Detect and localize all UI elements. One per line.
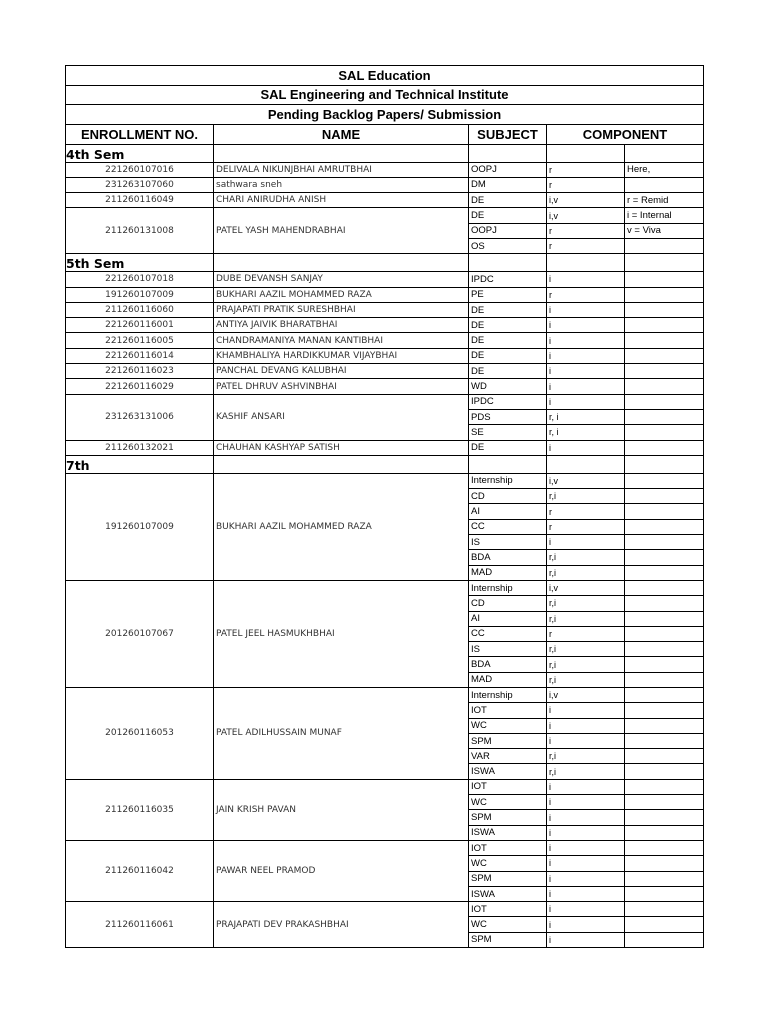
subject-cell: CD xyxy=(469,596,547,611)
component-cell: r xyxy=(547,287,625,302)
component-cell: i xyxy=(547,733,625,748)
note-cell xyxy=(625,550,704,565)
subject-cell: SPM xyxy=(469,932,547,947)
table-row xyxy=(66,208,704,223)
note-cell xyxy=(625,489,704,504)
student-name-cell: CHARI ANIRUDHA ANISH xyxy=(214,193,469,208)
sheet-title: Pending Backlog Papers/ Submission xyxy=(66,105,704,125)
note-cell: r = Remid xyxy=(625,193,704,208)
enrollment-cell: 221260116014 xyxy=(66,348,214,363)
empty-cell xyxy=(214,455,469,473)
note-cell xyxy=(625,886,704,901)
component-cell: r,i xyxy=(547,489,625,504)
table-row xyxy=(66,473,704,488)
subject-cell: AI xyxy=(469,504,547,519)
student-name-cell: KHAMBHALIYA HARDIKKUMAR VIJAYBHAI xyxy=(214,348,469,363)
enrollment-cell: 221260116029 xyxy=(66,379,214,394)
table-row xyxy=(66,379,704,394)
note-cell xyxy=(625,302,704,317)
subject-cell: IOT xyxy=(469,779,547,794)
subject-cell: AI xyxy=(469,611,547,626)
note-cell xyxy=(625,672,704,687)
component-cell: r,i xyxy=(547,764,625,779)
student-name-cell: PRAJAPATI PRATIK SURESHBHAI xyxy=(214,302,469,317)
note-cell xyxy=(625,364,704,379)
component-cell: i xyxy=(547,535,625,550)
component-cell: i xyxy=(547,825,625,840)
note-cell xyxy=(625,440,704,455)
note-cell xyxy=(625,856,704,871)
student-name-cell: DUBE DEVANSH SANJAY xyxy=(214,272,469,287)
subject-cell: IS xyxy=(469,642,547,657)
component-cell: i xyxy=(547,272,625,287)
subject-cell: DE xyxy=(469,193,547,208)
component-cell: r, i xyxy=(547,425,625,440)
note-cell xyxy=(625,379,704,394)
enrollment-cell: 191260107009 xyxy=(66,473,214,580)
enrollment-cell: 211260116049 xyxy=(66,193,214,208)
section-row xyxy=(66,254,704,272)
empty-cell xyxy=(469,254,547,272)
component-cell: i xyxy=(547,394,625,409)
org-title: SAL Education xyxy=(66,66,704,86)
component-cell: i xyxy=(547,886,625,901)
subject-cell: MAD xyxy=(469,672,547,687)
enrollment-cell: 211260131008 xyxy=(66,208,214,254)
component-cell: i xyxy=(547,810,625,825)
empty-cell xyxy=(547,455,625,473)
note-cell xyxy=(625,840,704,855)
enrollment-cell: 221260116023 xyxy=(66,364,214,379)
subject-cell: WC xyxy=(469,718,547,733)
component-cell: i xyxy=(547,779,625,794)
institute-title: SAL Engineering and Technical Institute xyxy=(66,85,704,105)
component-cell: i xyxy=(547,795,625,810)
component-cell: i xyxy=(547,856,625,871)
component-cell: i xyxy=(547,348,625,363)
subject-cell: Internship xyxy=(469,473,547,488)
subject-cell: PE xyxy=(469,287,547,302)
note-cell xyxy=(625,580,704,595)
table-row xyxy=(66,394,704,409)
note-cell xyxy=(625,657,704,672)
student-name-cell: PATEL ADILHUSSAIN MUNAF xyxy=(214,688,469,780)
student-name-cell: JAIN KRISH PAVAN xyxy=(214,779,469,840)
note-cell xyxy=(625,272,704,287)
component-cell: r,i xyxy=(547,672,625,687)
empty-cell xyxy=(547,144,625,162)
subject-cell: SPM xyxy=(469,871,547,886)
subject-cell: DE xyxy=(469,318,547,333)
subject-cell: SPM xyxy=(469,810,547,825)
note-cell xyxy=(625,703,704,718)
component-cell: i xyxy=(547,379,625,394)
table-row xyxy=(66,348,704,363)
table-row xyxy=(66,302,704,317)
student-name-cell: PANCHAL DEVANG KALUBHAI xyxy=(214,364,469,379)
note-cell xyxy=(625,596,704,611)
component-cell: r xyxy=(547,162,625,177)
subject-cell: PDS xyxy=(469,409,547,424)
component-cell: r,i xyxy=(547,749,625,764)
note-cell xyxy=(625,764,704,779)
note-cell xyxy=(625,348,704,363)
note-cell xyxy=(625,810,704,825)
table-row xyxy=(66,272,704,287)
enrollment-cell: 211260116061 xyxy=(66,902,214,948)
component-cell: i,v xyxy=(547,580,625,595)
component-cell: i xyxy=(547,871,625,886)
note-cell xyxy=(625,749,704,764)
enrollment-cell: 221260116001 xyxy=(66,318,214,333)
table-row xyxy=(66,364,704,379)
subject-cell: DE xyxy=(469,208,547,223)
note-cell xyxy=(625,287,704,302)
subject-cell: DE xyxy=(469,302,547,317)
subject-cell: CD xyxy=(469,489,547,504)
table-row xyxy=(66,779,704,794)
subject-cell: Internship xyxy=(469,580,547,595)
enrollment-cell: 211260116042 xyxy=(66,840,214,901)
component-cell: r,i xyxy=(547,611,625,626)
student-name-cell: KASHIF ANSARI xyxy=(214,394,469,440)
subject-cell: SE xyxy=(469,425,547,440)
component-cell: r,i xyxy=(547,565,625,580)
subject-cell: ISWA xyxy=(469,825,547,840)
student-name-cell: DELIVALA NIKUNJBHAI AMRUTBHAI xyxy=(214,162,469,177)
note-cell xyxy=(625,642,704,657)
component-cell: r xyxy=(547,223,625,238)
note-cell xyxy=(625,779,704,794)
note-cell xyxy=(625,871,704,886)
subject-cell: ISWA xyxy=(469,886,547,901)
component-cell: r xyxy=(547,177,625,192)
subject-header: SUBJECT xyxy=(469,124,547,144)
note-cell xyxy=(625,825,704,840)
component-cell: i xyxy=(547,302,625,317)
student-name-cell: PATEL YASH MAHENDRABHAI xyxy=(214,208,469,254)
empty-cell xyxy=(625,254,704,272)
component-cell: r xyxy=(547,238,625,253)
table-row xyxy=(66,162,704,177)
table-row xyxy=(66,902,704,917)
empty-cell xyxy=(547,254,625,272)
student-name-cell: PRAJAPATI DEV PRAKASHBHAI xyxy=(214,902,469,948)
subject-cell: DE xyxy=(469,348,547,363)
subject-cell: ISWA xyxy=(469,764,547,779)
note-cell xyxy=(625,902,704,917)
enrollment-cell: 221260116005 xyxy=(66,333,214,348)
subject-cell: CC xyxy=(469,626,547,641)
table-row xyxy=(66,333,704,348)
component-cell: r,i xyxy=(547,550,625,565)
note-cell xyxy=(625,535,704,550)
note-cell xyxy=(625,473,704,488)
section-row xyxy=(66,455,704,473)
note-cell xyxy=(625,795,704,810)
note-cell: v = Viva xyxy=(625,223,704,238)
subject-cell: DE xyxy=(469,333,547,348)
table-row xyxy=(66,840,704,855)
note-cell xyxy=(625,425,704,440)
note-cell: i = Internal xyxy=(625,208,704,223)
component-cell: i,v xyxy=(547,688,625,703)
note-cell xyxy=(625,177,704,192)
subject-cell: DE xyxy=(469,364,547,379)
enrollment-cell: 201260116053 xyxy=(66,688,214,780)
note-cell xyxy=(625,504,704,519)
subject-cell: OS xyxy=(469,238,547,253)
enrollment-cell: 231263131006 xyxy=(66,394,214,440)
note-cell xyxy=(625,733,704,748)
student-name-cell: CHANDRAMANIYA MANAN KANTIBHAI xyxy=(214,333,469,348)
subject-cell: VAR xyxy=(469,749,547,764)
section-label: 5th Sem xyxy=(66,254,214,272)
student-name-cell: PAWAR NEEL PRAMOD xyxy=(214,840,469,901)
subject-cell: WD xyxy=(469,379,547,394)
enrollment-cell: 191260107009 xyxy=(66,287,214,302)
note-cell xyxy=(625,626,704,641)
table-row xyxy=(66,318,704,333)
note-cell xyxy=(625,917,704,932)
note-cell xyxy=(625,688,704,703)
empty-cell xyxy=(214,254,469,272)
table-row xyxy=(66,287,704,302)
backlog-sheet xyxy=(65,65,704,948)
subject-cell: WC xyxy=(469,856,547,871)
subject-cell: WC xyxy=(469,795,547,810)
component-cell: i,v xyxy=(547,193,625,208)
subject-cell: IOT xyxy=(469,902,547,917)
component-header: COMPONENT xyxy=(547,124,704,144)
name-header: NAME xyxy=(214,124,469,144)
component-cell: r,i xyxy=(547,642,625,657)
note-cell xyxy=(625,611,704,626)
subject-cell: SPM xyxy=(469,733,547,748)
enrollment-cell: 201260107067 xyxy=(66,580,214,687)
subject-cell: IPDC xyxy=(469,272,547,287)
subject-cell: IPDC xyxy=(469,394,547,409)
component-cell: r,i xyxy=(547,596,625,611)
student-name-cell: BUKHARI AAZIL MOHAMMED RAZA xyxy=(214,473,469,580)
note-cell xyxy=(625,333,704,348)
component-cell: r xyxy=(547,504,625,519)
component-cell: i xyxy=(547,703,625,718)
component-cell: i xyxy=(547,840,625,855)
component-cell: i xyxy=(547,333,625,348)
table-row xyxy=(66,440,704,455)
student-name-cell: PATEL JEEL HASMUKHBHAI xyxy=(214,580,469,687)
component-cell: i xyxy=(547,364,625,379)
subject-cell: WC xyxy=(469,917,547,932)
note-cell: Here, xyxy=(625,162,704,177)
student-name-cell: CHAUHAN KASHYAP SATISH xyxy=(214,440,469,455)
component-cell: r, i xyxy=(547,409,625,424)
component-cell: i,v xyxy=(547,208,625,223)
subject-cell: Internship xyxy=(469,688,547,703)
enrollment-cell: 221260107018 xyxy=(66,272,214,287)
enrollment-cell: 211260116060 xyxy=(66,302,214,317)
note-cell xyxy=(625,409,704,424)
table-row xyxy=(66,177,704,192)
note-cell xyxy=(625,318,704,333)
component-cell: i xyxy=(547,902,625,917)
empty-cell xyxy=(469,455,547,473)
student-name-cell: ANTIYA JAIVIK BHARATBHAI xyxy=(214,318,469,333)
note-cell xyxy=(625,394,704,409)
subject-cell: IS xyxy=(469,535,547,550)
component-cell: i xyxy=(547,718,625,733)
enrollment-cell: 211260132021 xyxy=(66,440,214,455)
enrollment-cell: 211260116035 xyxy=(66,779,214,840)
subject-cell: IOT xyxy=(469,703,547,718)
student-name-cell: BUKHARI AAZIL MOHAMMED RAZA xyxy=(214,287,469,302)
enrollment-cell: 221260107016 xyxy=(66,162,214,177)
enrollment-header: ENROLLMENT NO. xyxy=(66,124,214,144)
component-cell: i xyxy=(547,932,625,947)
empty-cell xyxy=(214,144,469,162)
note-cell xyxy=(625,238,704,253)
section-label: 4th Sem xyxy=(66,144,214,162)
note-cell xyxy=(625,565,704,580)
student-name-cell: PATEL DHRUV ASHVINBHAI xyxy=(214,379,469,394)
table-row xyxy=(66,193,704,208)
empty-cell xyxy=(625,144,704,162)
student-name-cell: sathwara sneh xyxy=(214,177,469,192)
component-cell: r,i xyxy=(547,657,625,672)
subject-cell: MAD xyxy=(469,565,547,580)
subject-cell: OOPJ xyxy=(469,162,547,177)
subject-cell: DM xyxy=(469,177,547,192)
empty-cell xyxy=(625,455,704,473)
component-cell: i,v xyxy=(547,473,625,488)
component-cell: i xyxy=(547,318,625,333)
empty-cell xyxy=(469,144,547,162)
note-cell xyxy=(625,718,704,733)
subject-cell: BDA xyxy=(469,657,547,672)
table-row xyxy=(66,580,704,595)
note-cell xyxy=(625,519,704,534)
component-cell: r xyxy=(547,519,625,534)
component-cell: r xyxy=(547,626,625,641)
subject-cell: OOPJ xyxy=(469,223,547,238)
section-label: 7th xyxy=(66,455,214,473)
component-cell: i xyxy=(547,917,625,932)
table-row xyxy=(66,688,704,703)
subject-cell: DE xyxy=(469,440,547,455)
subject-cell: IOT xyxy=(469,840,547,855)
subject-cell: BDA xyxy=(469,550,547,565)
subject-cell: CC xyxy=(469,519,547,534)
enrollment-cell: 231263107060 xyxy=(66,177,214,192)
note-cell xyxy=(625,932,704,947)
component-cell: i xyxy=(547,440,625,455)
section-row xyxy=(66,144,704,162)
